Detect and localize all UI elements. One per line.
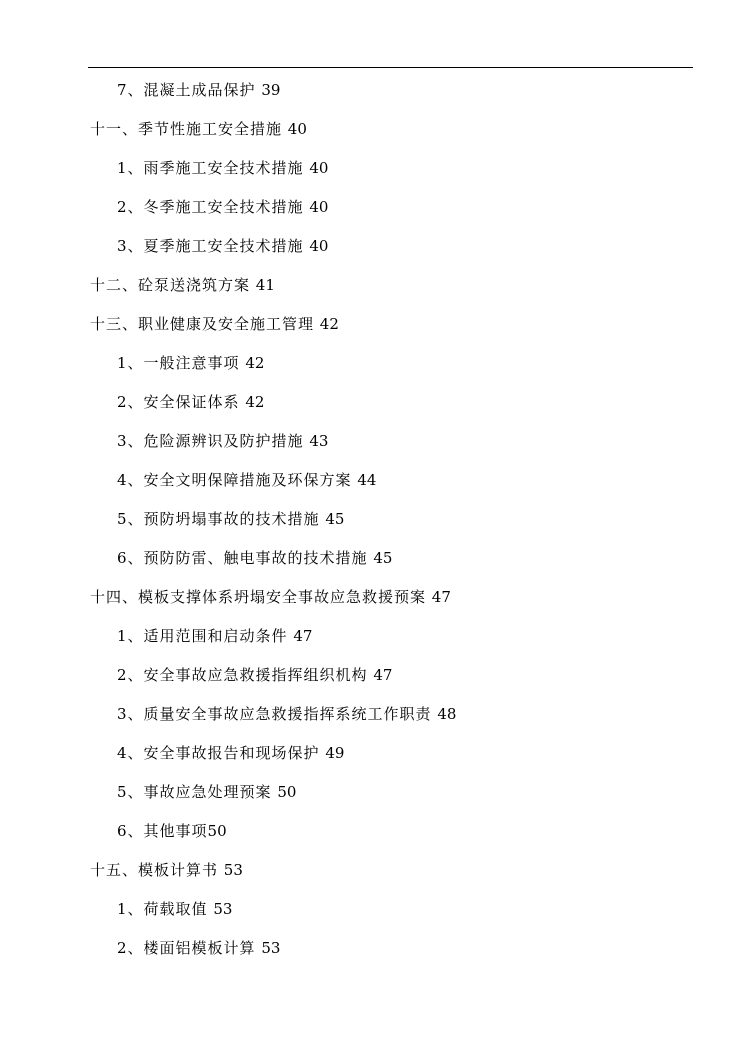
toc-entry-title: 十三、职业健康及安全施工管理 xyxy=(90,315,315,333)
toc-entry-title: 4、安全文明保障措施及环保方案 xyxy=(117,471,352,489)
toc-entry[interactable] xyxy=(0,584,744,623)
toc-entry-page: 48 xyxy=(437,705,457,723)
toc-entry-title: 1、一般注意事项 xyxy=(117,354,240,372)
toc-entry[interactable] xyxy=(0,662,744,701)
toc-entry[interactable] xyxy=(0,779,744,818)
toc-entry-title: 1、雨季施工安全技术措施 xyxy=(117,159,304,177)
toc-entry-title: 5、事故应急处理预案 xyxy=(117,783,272,801)
toc-entry-title: 十四、模板支撑体系坍塌安全事故应急救援预案 xyxy=(90,588,427,606)
toc-entry-page: 53 xyxy=(223,861,243,879)
toc-entry[interactable] xyxy=(0,428,744,467)
toc-entry-title: 1、适用范围和启动条件 xyxy=(117,627,288,645)
toc-entry-page: 41 xyxy=(255,276,275,294)
toc-entry-title: 7、混凝土成品保护 xyxy=(117,81,256,99)
toc-entry-title: 2、楼面铝模板计算 xyxy=(117,939,256,957)
toc-entry-page: 50 xyxy=(207,822,227,840)
toc-entry-page: 43 xyxy=(309,432,329,450)
toc-entry-title: 1、荷载取值 xyxy=(117,900,208,918)
toc-entry-page: 42 xyxy=(245,393,265,411)
toc-entry[interactable] xyxy=(0,935,744,974)
toc-entry-title: 6、其他事项 xyxy=(117,822,208,840)
toc-entry-title: 6、预防防雷、触电事故的技术措施 xyxy=(117,549,368,567)
toc-entry-page: 50 xyxy=(277,783,297,801)
toc-entry-page: 40 xyxy=(309,198,329,216)
toc-entry-page: 45 xyxy=(373,549,393,567)
toc-entry-page: 40 xyxy=(309,159,329,177)
toc-entry-page: 53 xyxy=(213,900,233,918)
toc-entry[interactable] xyxy=(0,818,744,857)
toc-entry[interactable] xyxy=(0,389,744,428)
toc-entry-title: 2、安全保证体系 xyxy=(117,393,240,411)
toc-entry-page: 39 xyxy=(261,81,281,99)
toc-entry-page: 42 xyxy=(245,354,265,372)
toc-entry-page: 53 xyxy=(261,939,281,957)
toc-entry-title: 5、预防坍塌事故的技术措施 xyxy=(117,510,320,528)
toc-entry[interactable] xyxy=(0,272,744,311)
toc-entry[interactable] xyxy=(0,233,744,272)
toc-entry-page: 42 xyxy=(319,315,339,333)
toc-entry-page: 49 xyxy=(325,744,345,762)
toc-entry[interactable] xyxy=(0,896,744,935)
toc-entry-title: 十五、模板计算书 xyxy=(90,861,219,879)
toc-entry-title: 十二、砼泵送浇筑方案 xyxy=(90,276,251,294)
toc-entry[interactable] xyxy=(0,77,744,116)
toc-entry-title: 2、安全事故应急救援指挥组织机构 xyxy=(117,666,368,684)
toc-entry[interactable] xyxy=(0,506,744,545)
toc-entry[interactable] xyxy=(0,194,744,233)
toc-entry[interactable] xyxy=(0,740,744,779)
toc-entry[interactable] xyxy=(0,857,744,896)
toc-entry-title: 十一、季节性施工安全措施 xyxy=(90,120,283,138)
table-of-contents xyxy=(0,77,744,974)
toc-entry-page: 47 xyxy=(293,627,313,645)
toc-entry[interactable] xyxy=(0,311,744,350)
toc-entry[interactable] xyxy=(0,623,744,662)
toc-entry-page: 40 xyxy=(309,237,329,255)
toc-entry-title: 3、夏季施工安全技术措施 xyxy=(117,237,304,255)
toc-entry[interactable] xyxy=(0,155,744,194)
toc-entry-page: 47 xyxy=(431,588,451,606)
toc-entry-title: 2、冬季施工安全技术措施 xyxy=(117,198,304,216)
toc-entry-page: 47 xyxy=(373,666,393,684)
toc-entry[interactable] xyxy=(0,350,744,389)
toc-entry[interactable] xyxy=(0,545,744,584)
header-rule xyxy=(88,67,693,68)
toc-entry-title: 3、危险源辨识及防护措施 xyxy=(117,432,304,450)
toc-entry-page: 44 xyxy=(357,471,377,489)
toc-entry-title: 3、质量安全事故应急救援指挥系统工作职责 xyxy=(117,705,432,723)
toc-entry-page: 45 xyxy=(325,510,345,528)
toc-entry[interactable] xyxy=(0,701,744,740)
toc-entry-page: 40 xyxy=(287,120,307,138)
toc-entry[interactable] xyxy=(0,467,744,506)
toc-entry[interactable] xyxy=(0,116,744,155)
toc-entry-title: 4、安全事故报告和现场保护 xyxy=(117,744,320,762)
